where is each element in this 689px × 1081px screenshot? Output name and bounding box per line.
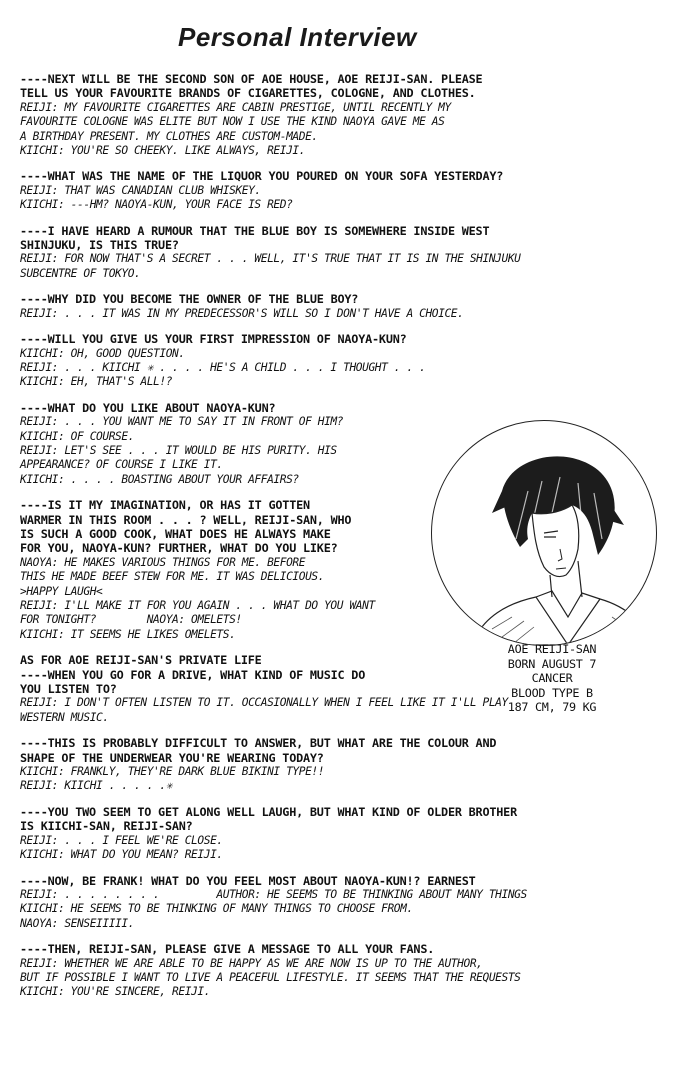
- answer-line: REIJI: THAT WAS CANADIAN CLUB WHISKEY.: [20, 183, 261, 197]
- answer-line: KIICHI: IT SEEMS HE LIKES OMELETS.: [20, 627, 236, 641]
- interview-block: [20, 224, 680, 282]
- interview-block: [20, 72, 680, 158]
- interview-block: [20, 874, 680, 932]
- answer-line: WESTERN MUSIC.: [20, 710, 109, 724]
- question-line: ----I HAVE HEARD A RUMOUR THAT THE BLUE BOY IS SOMEWHERE INSIDE WEST: [20, 223, 490, 238]
- character-profile: [472, 642, 632, 715]
- answer-line: KIICHI: YOU'RE SINCERE, REIJI.: [20, 985, 211, 999]
- answer-line: NAOYA: SENSEIIIII.: [20, 916, 135, 930]
- question-line: ----YOU TWO SEEM TO GET ALONG WELL LAUGH, BUT WHAT KIND OF OLDER BROTHER: [20, 804, 517, 819]
- answer-line: REIJI: MY FAVOURITE CIGARETTES ARE CABIN PRESTIGE, UNTIL RECENTLY MY: [20, 100, 451, 114]
- question-line: SHINJUKU, IS THIS TRUE?: [20, 238, 179, 253]
- profile-line: 187 CM, 79 KG: [507, 700, 597, 714]
- answer-line: FAVOURITE COLOGNE WAS ELITE BUT NOW I USE THE KIND NAOYA GAVE ME AS: [20, 115, 445, 129]
- interview-block: [20, 332, 680, 390]
- answer-line: REIJI: . . . YOU WANT ME TO SAY IT IN FRONT OF HIM?: [20, 415, 344, 429]
- interview-block: [20, 942, 680, 1000]
- answer-line: KIICHI: . . . . BOASTING ABOUT YOUR AFFAIRS?: [20, 472, 299, 486]
- answer-line: KIICHI: EH, THAT'S ALL!?: [20, 375, 173, 389]
- answer-line: REIJI: LET'S SEE . . . IT WOULD BE HIS PURITY. HIS: [20, 443, 337, 457]
- answer-line: NAOYA: HE MAKES VARIOUS THINGS FOR ME. BEFORE: [20, 555, 306, 569]
- question-line: TELL US YOUR FAVOURITE BRANDS OF CIGARETTES, COLOGNE, AND CLOTHES.: [20, 86, 476, 101]
- profile-line: BORN AUGUST 7: [507, 656, 597, 671]
- answer-line: SUBCENTRE OF TOKYO.: [20, 266, 141, 280]
- answer-line: REIJI: . . . I FEEL WE'RE CLOSE.: [20, 833, 223, 847]
- question-line: ----IS IT MY IMAGINATION, OR HAS IT GOTTEN: [20, 498, 310, 513]
- interview-block: [20, 292, 680, 321]
- section-heading: AS FOR AOE REIJI-SAN'S PRIVATE LIFE: [20, 653, 262, 668]
- answer-line: REIJI: I'LL MAKE IT FOR YOU AGAIN . . . WHAT DO YOU WANT: [20, 599, 375, 612]
- answer-line: REIJI: . . . KIICHI ✳ . . . . HE'S A CHILD . . . I THOUGHT . . .: [20, 360, 426, 374]
- answer-line: KIICHI: HE SEEMS TO BE THINKING OF MANY THINGS TO CHOOSE FROM.: [20, 902, 413, 916]
- question-line: IS SUCH A GOOD COOK, WHAT DOES HE ALWAYS MAKE: [20, 526, 331, 541]
- profile-line: CANCER: [531, 671, 573, 685]
- answer-line: KIICHI: ---HM? NAOYA-KUN, YOUR FACE IS RED?: [20, 198, 293, 212]
- answer-line: THIS HE MADE BEEF STEW FOR ME. IT WAS DELICIOUS.: [20, 570, 325, 584]
- question-line: ----WHEN YOU GO FOR A DRIVE, WHAT KIND OF MUSIC DO: [20, 667, 366, 682]
- answer-line: FOR TONIGHT? NAOYA: OMELETS!: [20, 613, 242, 627]
- question-line: SHAPE OF THE UNDERWEAR YOU'RE WEARING TODAY?: [20, 750, 324, 765]
- question-line: ----THIS IS PROBABLY DIFFICULT TO ANSWER, BUT WHAT ARE THE COLOUR AND: [20, 736, 497, 751]
- question-line: ----WHAT DO YOU LIKE ABOUT NAOYA-KUN?: [20, 400, 276, 415]
- question-line: ----THEN, REIJI-SAN, PLEASE GIVE A MESSAGE TO ALL YOUR FANS.: [20, 942, 435, 957]
- answer-line: KIICHI: FRANKLY, THEY'RE DARK BLUE BIKINI TYPE!!: [20, 765, 325, 779]
- character-drawing: [432, 421, 656, 645]
- answer-line: REIJI: I DON'T OFTEN LISTEN TO IT. OCCASIONALLY WHEN I FEEL LIKE IT I'LL PLAY: [20, 696, 508, 710]
- answer-line: KIICHI: WHAT DO YOU MEAN? REIJI.: [20, 848, 223, 862]
- answer-line: BUT IF POSSIBLE I WANT TO LIVE A PEACEFUL LIFESTYLE. IT SEEMS THAT THE REQUESTS: [20, 970, 521, 984]
- answer-line: KIICHI: OH, GOOD QUESTION.: [20, 346, 185, 360]
- answer-line: >HAPPY LAUGH<: [20, 584, 103, 598]
- interview-block: [20, 805, 680, 863]
- profile-line: AOE REIJI-SAN: [507, 642, 597, 656]
- answer-line: KIICHI: YOU'RE SO CHEEKY. LIKE ALWAYS, REIJI.: [20, 144, 306, 158]
- question-line: ----NOW, BE FRANK! WHAT DO YOU FEEL MOST ABOUT NAOYA-KUN!? EARNEST: [20, 873, 476, 888]
- question-line: FOR YOU, NAOYA-KUN? FURTHER, WHAT DO YOU LIKE?: [20, 541, 338, 556]
- profile-line: BLOOD TYPE B: [511, 685, 593, 700]
- page-title: Personal Interview: [178, 22, 417, 52]
- answer-line: REIJI: FOR NOW THAT'S A SECRET . . . WELL, IT'S TRUE THAT IT IS IN THE SHINJUKU: [20, 252, 521, 266]
- portrait-illustration: [431, 420, 657, 646]
- answer-line: REIJI: KIICHI . . . . .✳: [20, 779, 173, 793]
- question-line: ----WHY DID YOU BECOME THE OWNER OF THE BLUE BOY?: [20, 292, 359, 307]
- interview-block: [20, 736, 680, 794]
- answer-line: REIJI: . . . IT WAS IN MY PREDECESSOR'S WILL SO I DON'T HAVE A CHOICE.: [20, 306, 464, 320]
- question-line: ----WILL YOU GIVE US YOUR FIRST IMPRESSION OF NAOYA-KUN?: [20, 332, 407, 347]
- answer-line: A BIRTHDAY PRESENT. MY CLOTHES ARE CUSTOM-MADE.: [20, 129, 318, 143]
- question-line: WARMER IN THIS ROOM . . . ? WELL, REIJI-SAN, WHO: [20, 512, 352, 527]
- answer-line: REIJI: . . . . . . . . AUTHOR: HE SEEMS TO BE THINKING ABOUT MANY THINGS: [20, 887, 527, 901]
- question-line: YOU LISTEN TO?: [20, 682, 117, 697]
- question-line: ----NEXT WILL BE THE SECOND SON OF AOE HOUSE, AOE REIJI-SAN. PLEASE: [20, 72, 483, 86]
- answer-line: APPEARANCE? OF COURSE I LIKE IT.: [20, 458, 223, 472]
- answer-line: REIJI: WHETHER WE ARE ABLE TO BE HAPPY AS WE ARE NOW IS UP TO THE AUTHOR,: [20, 956, 483, 970]
- question-line: IS KIICHI-SAN, REIJI-SAN?: [20, 819, 193, 834]
- answer-line: KIICHI: OF COURSE.: [20, 429, 135, 443]
- interview-block: [20, 169, 680, 212]
- question-line: ----WHAT WAS THE NAME OF THE LIQUOR YOU POURED ON YOUR SOFA YESTERDAY?: [20, 169, 504, 184]
